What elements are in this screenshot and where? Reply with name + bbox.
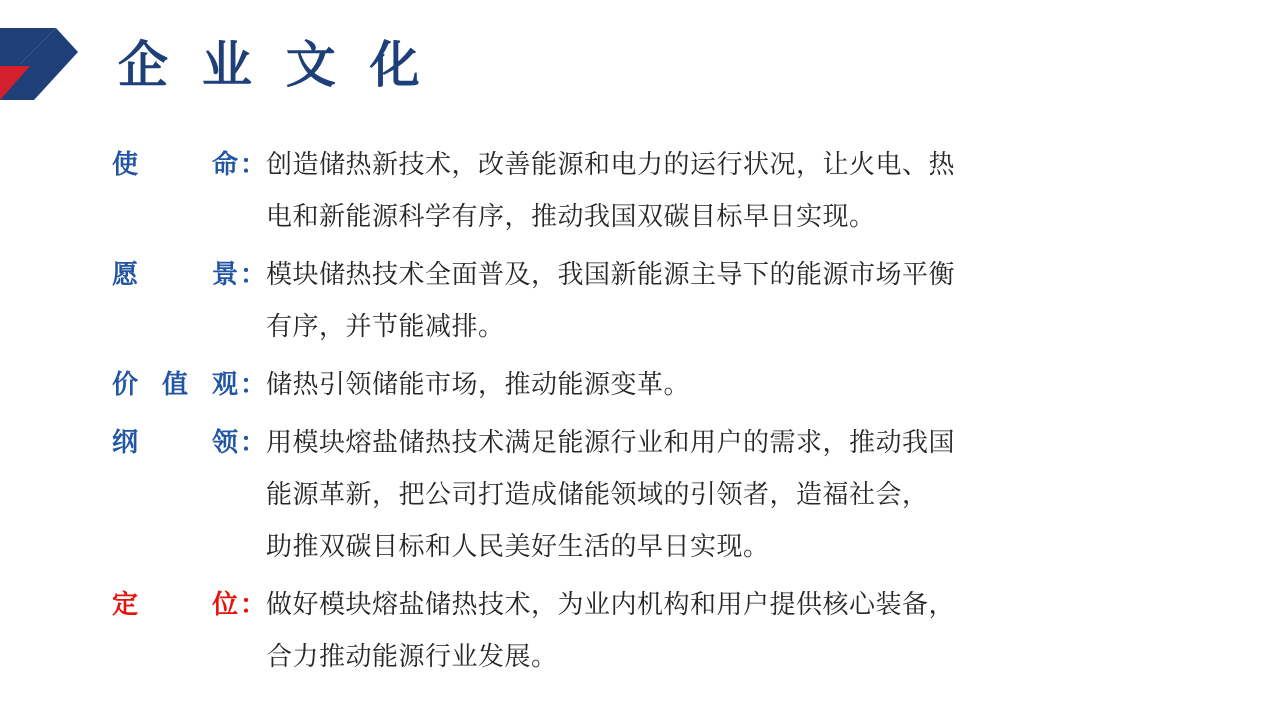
text-line: 用模块熔盐储热技术满足能源行业和用户的需求，推动我国	[266, 427, 956, 457]
culture-list	[112, 138, 1202, 688]
row-colon-vision: ：	[240, 259, 267, 289]
row-colon-mission: ：	[240, 149, 267, 179]
list-item	[112, 578, 1202, 682]
row-label-vision: 愿 景	[112, 259, 238, 289]
text-line: 创造储热新技术，改善能源和电力的运行状况，让火电、热	[266, 149, 956, 179]
text-line: 储热引领储能市场，推动能源变革。	[266, 369, 691, 399]
text-line: 助推双碳目标和人民美好生活的早日实现。	[266, 531, 770, 561]
corner-arrow-icon	[0, 28, 78, 100]
row-label-program: 纲 领	[112, 427, 238, 457]
row-label-values: 价值观	[112, 369, 238, 399]
text-line: 合力推动能源行业发展。	[266, 641, 558, 671]
row-colon-program: ：	[240, 427, 267, 457]
row-label-positioning: 定 位	[112, 589, 238, 619]
row-label-mission: 使 命	[112, 149, 238, 179]
row-text-positioning	[266, 578, 1202, 682]
row-text-mission	[266, 138, 1202, 242]
text-line: 做好模块熔盐储热技术，为业内机构和用户提供核心装备，	[266, 589, 956, 619]
text-line: 有序，并节能减排。	[266, 311, 505, 341]
list-item	[112, 358, 1202, 410]
page-title: 企 业 文 化	[118, 37, 430, 93]
list-item	[112, 248, 1202, 352]
row-colon-values: ：	[240, 369, 267, 399]
row-text-vision	[266, 248, 1202, 352]
row-text-program	[266, 416, 1202, 572]
text-line: 能源革新，把公司打造成储能领域的引领者，造福社会，	[266, 479, 929, 509]
text-line: 电和新能源科学有序，推动我国双碳目标早日实现。	[266, 201, 876, 231]
text-line: 模块储热技术全面普及，我国新能源主导下的能源市场平衡	[266, 259, 956, 289]
row-colon-positioning: ：	[240, 589, 267, 619]
row-text-values	[266, 358, 1202, 410]
list-item	[112, 138, 1202, 242]
list-item	[112, 416, 1202, 572]
